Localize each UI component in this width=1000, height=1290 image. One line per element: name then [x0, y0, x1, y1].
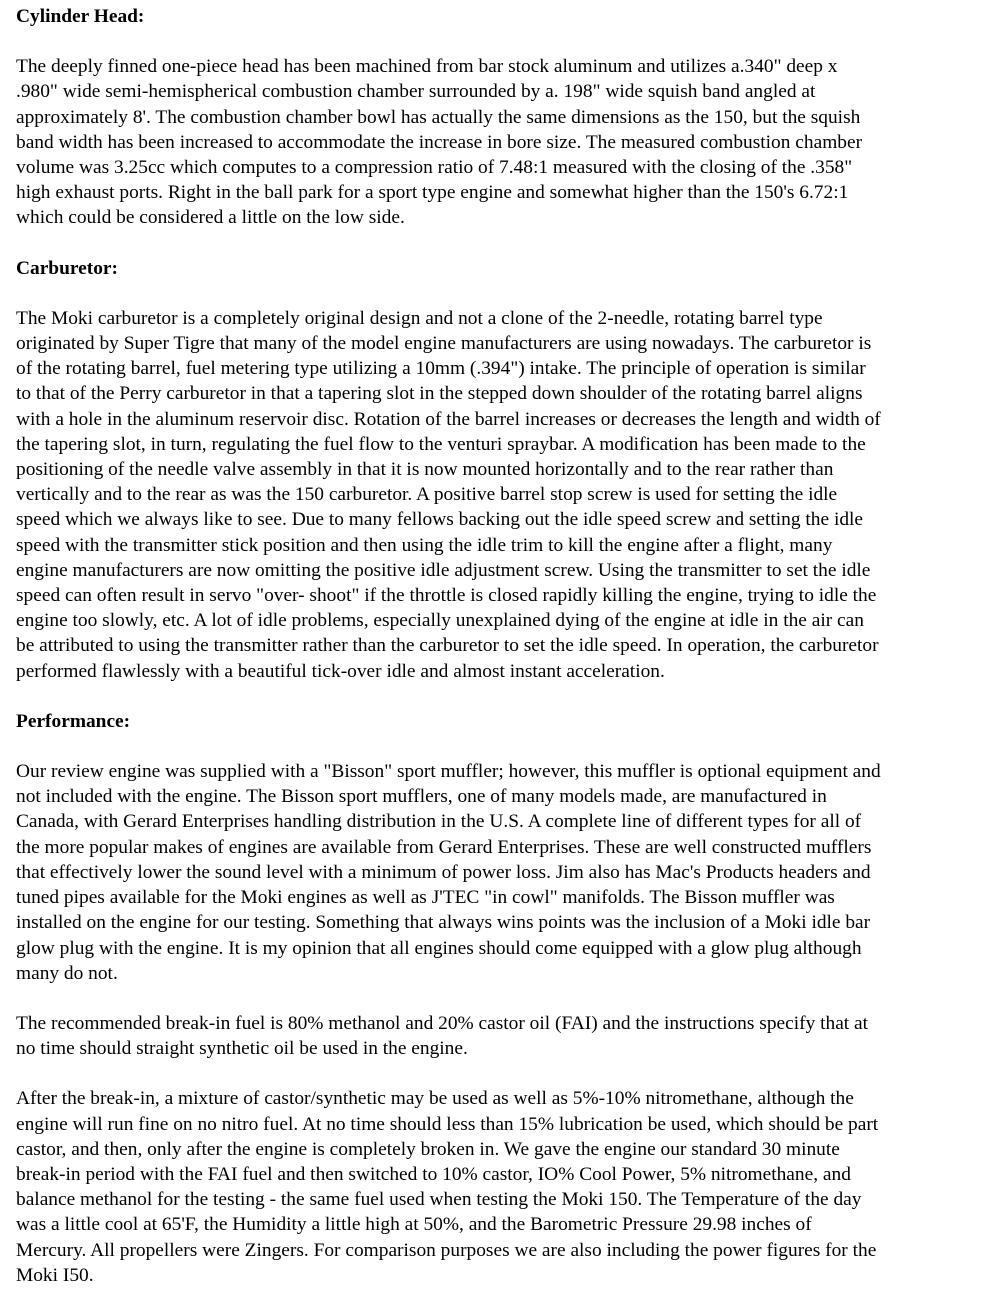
- text-line: high exhaust ports. Right in the ball park for a sport type engine and somewhat higher than the 150's 6.72:1: [16, 182, 849, 204]
- text-line: volume was 3.25cc which computes to a compression ratio of 7.48:1 measured with the closing of the .358": [16, 157, 853, 179]
- text-line: break-in period with the FAI fuel and then switched to 10% castor, IO% Cool Power, 5% nitromethane, and: [16, 1163, 851, 1185]
- paragraph: [16, 54, 992, 230]
- text-line: The recommended break-in fuel is 80% methanol and 20% castor oil (FAI) and the instructions specify that at: [16, 1012, 869, 1034]
- paragraph: [16, 1011, 992, 1061]
- section-carburetor: [16, 256, 992, 684]
- text-line: balance methanol for the testing - the same fuel used when testing the Moki 150. The Temperature of the day: [16, 1189, 862, 1211]
- text-line: Moki I50.: [16, 1264, 94, 1286]
- text-line: was a little cool at 65'F, the Humidity a little high at 50%, and the Barometric Pressure 29.98 inches of: [16, 1214, 812, 1236]
- text-line: speed with the transmitter stick position and then using the idle trim to kill the engine after a flight, many: [16, 534, 833, 556]
- text-line: speed can often result in servo "over- shoot" if the throttle is closed rapidly killing the engine, trying to idle the: [16, 585, 877, 607]
- document-page: [16, 0, 992, 1288]
- text-line: approximately 8'. The combustion chamber bowl has actually the same dimensions as the 150, but the squish: [16, 106, 861, 128]
- text-line: the tapering slot, in turn, regulating the fuel flow to the venturi spraybar. A modification has been made to the: [16, 433, 866, 455]
- text-line: After the break-in, a mixture of castor/synthetic may be used as well as 5%-10% nitromethane, although the: [16, 1088, 854, 1110]
- text-line: engine too slowly, etc. A lot of idle problems, especially unexplained dying of the engine at idle in the air can: [16, 610, 864, 632]
- section-heading: Cylinder Head:: [16, 6, 145, 27]
- text-line: band width has been increased to accommodate the increase in bore size. The measured combustion chamber: [16, 131, 863, 153]
- text-line: The Moki carburetor is a completely original design and not a clone of the 2-needle, rotating barrel type: [16, 307, 823, 329]
- text-line: glow plug with the engine. It is my opinion that all engines should come equipped with a glow plug although: [16, 937, 862, 959]
- text-line: .980" wide semi-hemispherical combustion chamber surrounded by a. 198" wide squish band angled at: [16, 81, 816, 103]
- text-line: not included with the engine. The Bisson sport mufflers, one of many models made, are manufactured in: [16, 786, 827, 808]
- text-line: with a hole in the aluminum reservoir disc. Rotation of the barrel increases or decreases the length and width of: [16, 408, 881, 430]
- text-line: Canada, with Gerard Enterprises handling distribution in the U.S. A complete line of different types for all of: [16, 811, 862, 833]
- section-performance: [16, 709, 992, 1288]
- paragraph: [16, 1086, 992, 1288]
- text-line: to that of the Perry carburetor in that a tapering slot in the stepped down shoulder of the rotating barrel aligns: [16, 383, 863, 405]
- text-line: positioning of the needle valve assembly in that it is now mounted horizontally and to the rear rather than: [16, 459, 834, 481]
- text-line: performed flawlessly with a beautiful tick-over idle and almost instant acceleration.: [16, 660, 665, 682]
- text-line: castor, and then, only after the engine is completely broken in. We gave the engine our standard 30 minute: [16, 1138, 840, 1160]
- text-line: tuned pipes available for the Moki engines as well as J'TEC "in cowl" manifolds. The Bisson muffler was: [16, 887, 835, 909]
- text-line: many do not.: [16, 962, 118, 984]
- text-line: engine manufacturers are now omitting the positive idle adjustment screw. Using the transmitter to set the idle: [16, 559, 871, 581]
- text-line: originated by Super Tigre that many of the model engine manufacturers are using nowadays. The carburetor is: [16, 333, 872, 355]
- text-line: vertically and to the rear as was the 150 carburetor. A positive barrel stop screw is used for setting the idle: [16, 484, 838, 506]
- section-cylinder-head: [16, 4, 992, 231]
- text-line: Our review engine was supplied with a "Bisson" sport muffler; however, this muffler is optional equipment and: [16, 761, 881, 783]
- text-line: Mercury. All propellers were Zingers. For comparison purposes we are also including the power figures for the: [16, 1239, 877, 1261]
- text-line: speed which we always like to see. Due to many fellows backing out the idle speed screw and setting the idle: [16, 509, 864, 531]
- text-line: of the rotating barrel, fuel metering type utilizing a 10mm (.394") intake. The principle of operation is similar: [16, 358, 866, 380]
- text-line: the more popular makes of engines are available from Gerard Enterprises. These are well constructed mufflers: [16, 836, 872, 858]
- text-line: that effectively lower the sound level with a minimum of power loss. Jim also has Mac's Products headers and: [16, 861, 871, 883]
- text-line: which could be considered a little on the low side.: [16, 207, 405, 229]
- text-line: installed on the engine for our testing. Something that always wins points was the inclusion of a Moki idle bar: [16, 912, 871, 934]
- text-line: be attributed to using the transmitter rather than the carburetor to set the idle speed. In operation, the carburetor: [16, 635, 879, 657]
- paragraph: [16, 306, 992, 684]
- paragraph: [16, 759, 992, 986]
- section-heading: Performance:: [16, 710, 131, 732]
- text-line: The deeply finned one-piece head has been machined from bar stock aluminum and utilizes a.340" deep x: [16, 56, 838, 78]
- text-line: engine will run fine on no nitro fuel. At no time should less than 15% lubrication be used, which should be part: [16, 1113, 879, 1135]
- section-heading: Carburetor:: [16, 257, 118, 279]
- text-line: no time should straight synthetic oil be used in the engine.: [16, 1038, 468, 1060]
